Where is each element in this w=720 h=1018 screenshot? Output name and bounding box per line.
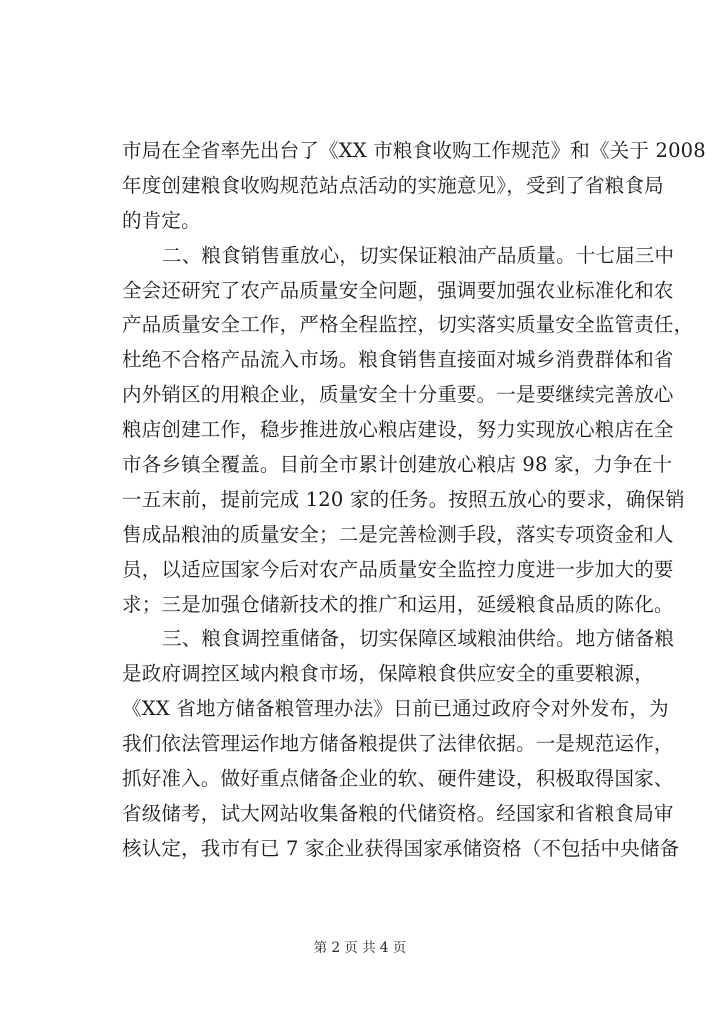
text-line: 全会还研究了农产品质量安全问题，强调要加强农业标准化和农 [122, 278, 674, 302]
text-line: 员，以适应国家今后对农产品质量安全监控力度进一步加大的要 [122, 557, 674, 581]
text-line: 一五末前，提前完成 120 家的任务。按照五放心的要求，确保销 [122, 487, 685, 511]
text-line: 售成品粮油的质量安全；二是完善检测手段，落实专项资金和人 [122, 522, 674, 546]
section-heading-line: 三、粮食调控重储备，切实保障区域粮油供给。地方储备粮 [162, 627, 675, 651]
text-line: 市局在全省率先出台了《XX 市粮食收购工作规范》和《关于 2008 [122, 139, 706, 162]
text-line: 的肯定。 [122, 208, 201, 232]
text-line: 粮店创建工作，稳步推进放心粮店建设，努力实现放心粮店在全 [122, 418, 674, 442]
text-line: 求；三是加强仓储新技术的推广和运用，延缓粮食品质的陈化。 [122, 592, 674, 616]
text-line: 市各乡镇全覆盖。目前全市累计创建放心粮店 98 家，力争在十 [122, 453, 673, 477]
section-heading-line: 二、粮食销售重放心，切实保证粮油产品质量。十七届三中 [162, 243, 675, 267]
text-line: 内外销区的用粮企业，质量安全十分重要。一是要继续完善放心 [122, 383, 674, 407]
text-line: 抓好准入。做好重点储备企业的软、硬件建设，积极取得国家、 [122, 767, 674, 791]
text-line: 是政府调控区域内粮食市场，保障粮食供应安全的重要粮源， [122, 662, 654, 686]
text-line: 产品质量安全工作，严格全程监控，切实落实质量安全监管责任， [122, 313, 694, 337]
text-line: 省级储考，试大网站收集备粮的代储资格。经国家和省粮食局审 [122, 801, 674, 825]
page-number-footer: 第 2 页 共 4 页 [313, 940, 407, 956]
text-line: 我们依法管理运作地方储备粮提供了法律依据。一是规范运作， [122, 732, 674, 756]
document-body [122, 134, 706, 867]
text-line: 核认定，我市有已 7 家企业获得国家承储资格（不包括中央储备 [122, 836, 680, 860]
text-line: 杜绝不合格产品流入市场。粮食销售直接面对城乡消费群体和省 [122, 348, 674, 372]
text-line: 《XX 省地方储备粮管理办法》日前已通过政府令对外发布，为 [122, 697, 669, 721]
text-line: 年度创建粮食收购规范站点活动的实施意见》，受到了省粮食局 [122, 173, 664, 197]
